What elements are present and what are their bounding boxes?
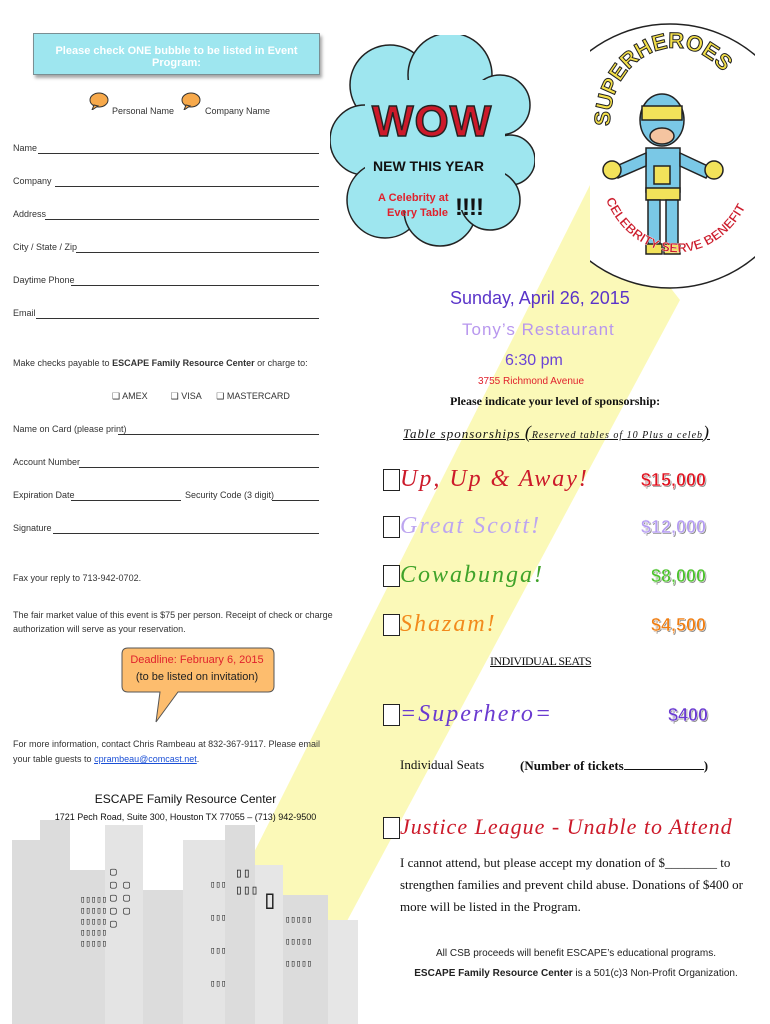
event-time: 6:30 pm [505, 352, 563, 369]
personal-name-option: Personal Name [112, 106, 175, 116]
city-skyline: ▯▯▯▯▯ ▯▯▯▯▯ ▯▯▯▯▯ ▯▯▯▯▯ ▯▯▯▯▯ ▢ ▢ ▢ ▢ ▢ ▢ ▢ ▢ ▯▯▯ ▯▯▯ ▯▯▯ ▯▯▯ ▯▯ ▯▯▯ ▯ ▯▯▯▯▯ ▯▯▯▯▯ ▯▯▯▯▯ [0, 780, 365, 1024]
expiration-date-label: Expiration Date [13, 490, 75, 500]
org-address: 1721 Pech Road, Suite 300, Houston TX 77055 – (713) 942-9500 [54, 812, 317, 822]
logo-title: SUPERHEROES [590, 27, 738, 127]
footer-line2 [400, 968, 752, 979]
footer-org: ESCAPE Family Resource Center [414, 968, 573, 979]
visa-label: VISA [181, 391, 202, 401]
address-field[interactable] [45, 219, 319, 220]
name-on-card-label: Name on Card (please print) [13, 424, 127, 434]
amex-checkbox[interactable]: ❑ AMEX [112, 391, 148, 401]
fair-market-value-text: The fair market value of this event is $75 per person. Receipt of check or charge authorization will serve as your reservation. [13, 610, 333, 634]
city-state-zip-label: City / State / Zip [13, 242, 78, 252]
company-name-bubble-icon[interactable] [180, 92, 202, 110]
amex-label: AMEX [122, 391, 148, 401]
account-number-label: Account Number [13, 457, 81, 467]
wow-text: WOW [372, 97, 493, 146]
security-code-field[interactable] [272, 500, 319, 501]
table-paren-close: ) [703, 422, 711, 442]
footer-line1: All CSB proceeds will benefit ESCAPE’s educational programs. [436, 948, 716, 959]
sponsorship-heading: Please indicate your level of sponsorship: [450, 394, 661, 408]
event-venue: Tony’s Restaurant [462, 320, 615, 339]
org-name: ESCAPE Family Resource Center [94, 792, 277, 806]
fax-text: Fax your reply to 713-942-0702. [13, 573, 142, 583]
tier-price: $8,000 [650, 566, 706, 586]
daytime-phone-field[interactable] [71, 285, 319, 286]
more-info-text [13, 737, 320, 767]
name-on-card-field[interactable] [118, 434, 319, 435]
signature-field[interactable] [53, 533, 319, 534]
signature-label: Signature [13, 523, 52, 533]
individual-seats-label: Individual Seats [400, 757, 485, 772]
company-field[interactable] [55, 186, 319, 187]
payable-prefix: Make checks payable to [13, 358, 113, 368]
tier-name: Up, Up & Away! [400, 466, 589, 492]
tier-checkbox[interactable] [383, 565, 400, 587]
svg-text:SUPERHEROES [590, 28, 738, 127]
name-label: Name [13, 143, 38, 153]
tickets-field[interactable] [624, 757, 704, 770]
new-this-year: NEW THIS YEAR [373, 158, 484, 174]
email-field[interactable] [36, 318, 319, 319]
security-code-label: Security Code (3 digit) [185, 490, 275, 500]
deadline-date: Deadline: February 6, 2015 [130, 654, 264, 666]
table-sponsorships-label: Table sponsorships [403, 426, 521, 441]
superhero-name: =Superhero= [400, 701, 554, 727]
daytime-phone-label: Daytime Phone [13, 275, 75, 285]
event-address: 3755 Richmond Avenue [478, 376, 585, 387]
tier-price: $15,000 [640, 470, 706, 490]
justice-league-name: Justice League - Unable to Attend [400, 814, 733, 839]
tier-checkbox[interactable] [383, 516, 400, 538]
table-sponsorships-detail: Reserved tables of 10 Plus a celeb [531, 430, 704, 441]
company-name-option: Company Name [205, 106, 271, 116]
celebrity-line2: Every Table [387, 207, 448, 219]
tickets-count [520, 757, 708, 774]
deadline-note: (to be listed on invitation) [135, 671, 259, 683]
table-paren-open: ( [524, 422, 532, 442]
more-info-line2-suffix: . [196, 754, 200, 764]
tier-price: $4,500 [650, 615, 706, 635]
address-label: Address [13, 209, 47, 219]
company-label: Company [13, 176, 52, 186]
program-listing-banner [33, 33, 320, 75]
superhero-price: $400 [668, 705, 709, 725]
logo-arc-text [590, 18, 755, 296]
donation-text: I cannot attend, but please accept my donation of $________ to strengthen families and prevent child abuse. Donations of $400 or more will be listed in the Program. [400, 855, 743, 914]
mastercard-label: MASTERCARD [226, 391, 290, 401]
event-date: Sunday, April 26, 2015 [450, 288, 630, 308]
exclamation-marks: !!!! [455, 194, 483, 221]
expiration-date-field[interactable] [71, 500, 181, 501]
justice-league-checkbox[interactable] [383, 817, 400, 839]
more-info-line2-prefix: your table guests to [13, 754, 95, 764]
personal-name-bubble-icon[interactable] [88, 92, 110, 110]
account-number-field[interactable] [79, 467, 319, 468]
individual-seats-heading: INDIVIDUAL SEATS [490, 654, 592, 668]
payable-org: ESCAPE Family Resource Center [112, 358, 255, 368]
footer-rest: is a 501(c)3 Non-Profit Organization. [572, 968, 738, 979]
table-sponsorships-heading [403, 422, 710, 443]
payable-text [13, 358, 308, 368]
city-state-zip-field[interactable] [76, 252, 319, 253]
superhero-checkbox[interactable] [383, 704, 400, 726]
celebrity-line1: A Celebrity at [378, 192, 449, 204]
email-label: Email [13, 308, 36, 318]
tickets-label: (Number of tickets [520, 758, 624, 773]
tier-name: Great Scott! [400, 513, 542, 539]
name-field[interactable] [38, 153, 319, 154]
mastercard-checkbox[interactable]: ❑ MASTERCARD [216, 391, 290, 401]
logo-subtitle: CELEBRITY SERVE BENEFIT [602, 194, 749, 256]
contact-email-link[interactable]: cprambeau@comcast.net [94, 754, 197, 764]
tier-checkbox[interactable] [383, 469, 400, 491]
svg-text:CELEBRITY SERVE BENEFIT [603, 195, 748, 256]
card-options [112, 391, 290, 402]
visa-checkbox[interactable]: ❑ VISA [170, 391, 202, 401]
tickets-close: ) [703, 758, 709, 773]
tier-price: $12,000 [640, 517, 706, 537]
tier-name: Cowabunga! [400, 562, 545, 588]
banner-text: Please check ONE bubble to be listed in Event Program: [55, 45, 298, 69]
tier-checkbox[interactable] [383, 614, 400, 636]
more-info-line1: For more information, contact Chris Rambeau at 832-367-9117. Please email [13, 739, 320, 749]
tier-name: Shazam! [400, 611, 497, 637]
payable-suffix: or charge to: [254, 358, 308, 368]
deadline-text [122, 652, 272, 686]
